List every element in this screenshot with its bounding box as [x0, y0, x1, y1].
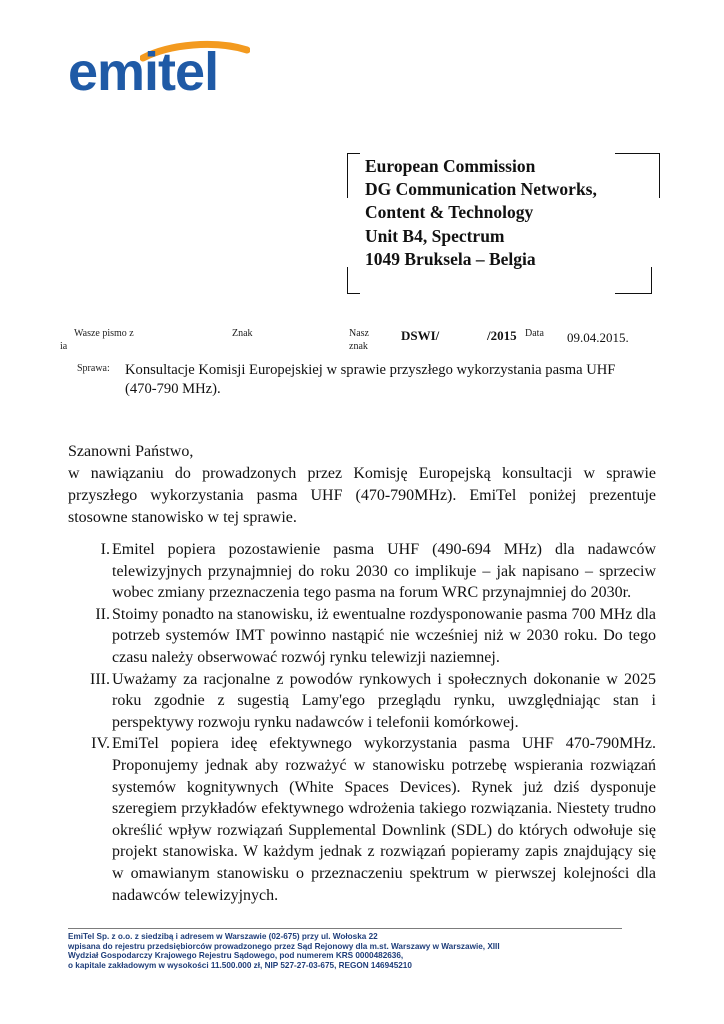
recipient-line: 1049 Bruksela – Belgia: [365, 248, 536, 269]
numbered-points-list: [68, 539, 656, 906]
date-value: 09.04.2015.: [567, 330, 629, 345]
recipient-line: European Commission: [365, 156, 536, 176]
address-corner-bottom-right: [615, 267, 652, 294]
your-letter-label-cont: ia: [60, 341, 68, 352]
address-corner-top-left: [347, 153, 360, 198]
list-item-number: IV.: [91, 735, 110, 753]
date-label: Data: [525, 328, 544, 339]
our-sign-label-cont: znak: [349, 341, 368, 352]
emitel-logo: [68, 40, 252, 102]
list-item-text: EmiTel popiera ideę efektywnego wykorzystania pasma UHF 470-790MHz. Proponujemy jednak aby rozważyć w stanowisku potrzebę wspierania rozwiązań systemów kognitywnych (White Spaces Devices). Rynek już dziś dysponuje szeregiem przykładów efektywnego wdrożenia takiego rozwiązania. Niestety trudno określić wpływ rozwiązań Supplemental Downlink (SDL) do których odwołuje się projekt stanowiska. W każdym jednak z rozwiązań popieramy zapis znajdujący się w omawianym stanowisku o przeznaczeniu spektrum w pierwszej kolejności dla nadawców telewizyjnych.: [112, 735, 656, 904]
our-sign-year: /2015: [487, 328, 517, 343]
sign-label: Znak: [232, 328, 253, 339]
list-item: [68, 669, 656, 734]
logo-wordmark: emitel: [68, 42, 219, 102]
subject-label: Sprawa:: [77, 363, 110, 374]
list-item-text: Emitel popiera pozostawienie pasma UHF (490-694 MHz) dla nadawców telewizyjnych przynajmniej do roku 2030 co implikuje – jak napisano – sprzeciw wobec zmiany przeznaczenia tego pasma na forum WRC przynajmniej do 2030r.: [112, 541, 656, 602]
our-sign-label: Nasz: [349, 328, 369, 339]
list-item: [68, 733, 656, 906]
our-sign-code: DSWI/: [401, 328, 440, 343]
subject-text: Konsultacje Komisji Europejskiej w sprawie przyszłego wykorzystania pasma UHF (470-790 MHz).: [125, 362, 616, 397]
recipient-line: DG Communication Networks,: [365, 179, 597, 200]
intro-paragraph: w nawiązaniu do prowadzonych przez Komisję Europejską konsultacji w sprawie przyszłego wykorzystania pasma UHF (470-790MHz). EmiTel poniżej prezentuje stosowne stanowisko w tej sprawie.: [68, 465, 656, 526]
list-item-text: Stoimy ponadto na stanowisku, iż ewentualne rozdysponowanie pasma 700 MHz dla potrzeb systemów IMT powinno nastąpić nie wcześniej niż w 2030 roku. Do tego czasu należy obserwować rozwój rynku telewizji naziemnej.: [112, 605, 656, 666]
your-letter-label: Wasze pismo z: [74, 328, 134, 339]
list-item: [68, 604, 656, 669]
list-item-number: II.: [95, 605, 110, 623]
recipient-address-box: [347, 153, 660, 294]
footer-divider: [68, 928, 622, 929]
footer-line: wpisana do rejestru przedsiębiorców prowadzonego przez Sąd Rejonowy dla m.st. Warszawy w Warszawie, XIII: [68, 941, 500, 951]
list-item-text: Uważamy za racjonalne z powodów rynkowych i społecznych dokonanie w 2025 roku zgodnie z sugestią Lamy'ego przeglądu rynku, uwzględniając stan i perspektywy rozwoju rynku nadawców i telefonii komórkowej.: [112, 670, 656, 731]
recipient-line: Unit B4, Spectrum: [365, 225, 505, 246]
recipient-address: [365, 155, 597, 271]
footer-line: EmiTel Sp. z o.o. z siedzibą i adresem w Warszawie (02-675) przy ul. Wołoska 22: [68, 932, 378, 941]
footer-line: o kapitale zakładowym w wysokości 11.500.000 zł, NIP 527-27-03-675, REGON 146945210: [68, 961, 412, 971]
recipient-line: Content & Technology: [365, 202, 534, 223]
list-item-number: I.: [100, 541, 110, 558]
address-corner-bottom-left: [347, 267, 360, 294]
footer-line: Wydział Gospodarczy Krajowego Rejestru Sądowego, pod numerem KRS 0000482636,: [68, 951, 404, 961]
list-item-number: III.: [90, 670, 110, 688]
reference-row: [0, 326, 724, 356]
company-footer: [68, 932, 628, 971]
address-corner-top-right: [615, 153, 660, 198]
list-item: [68, 539, 656, 604]
salutation: Szanowni Państwo,: [68, 443, 194, 460]
